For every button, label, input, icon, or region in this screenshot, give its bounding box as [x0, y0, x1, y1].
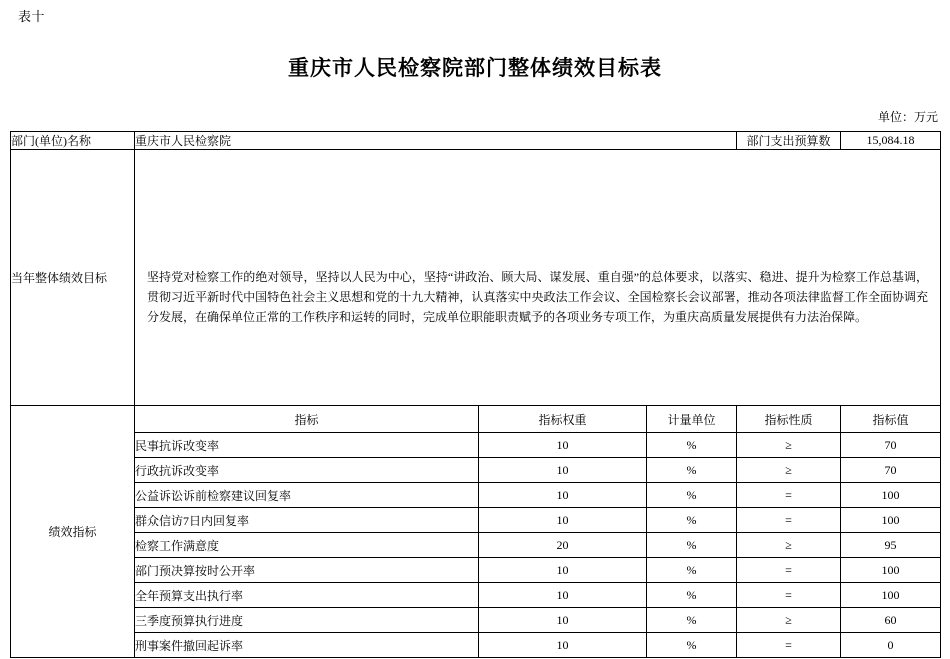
indicator-header-unit: 计量单位 [647, 406, 737, 433]
indicator-unit: % [647, 633, 737, 658]
indicator-nature: ≥ [737, 433, 841, 458]
table-row [11, 508, 941, 533]
indicator-value: 100 [841, 508, 941, 533]
goal-label: 当年整体绩效目标 [11, 150, 135, 406]
indicator-nature: ≥ [737, 458, 841, 483]
performance-goal-table [10, 131, 941, 658]
indicator-value: 100 [841, 583, 941, 608]
indicator-name: 全年预算支出执行率 [135, 583, 479, 608]
indicator-name: 三季度预算执行进度 [135, 608, 479, 633]
indicator-nature: = [737, 508, 841, 533]
indicator-unit: % [647, 533, 737, 558]
indicator-value: 70 [841, 458, 941, 483]
indicator-unit: % [647, 608, 737, 633]
indicator-nature: = [737, 483, 841, 508]
indicator-weight: 10 [479, 633, 647, 658]
goal-text: 坚持党对检察工作的绝对领导，坚持以人民为中心，坚持“讲政治、顾大局、谋发展、重自强”的总体要求，以落实、稳进、提升为检察工作总基调，贯彻习近平新时代中国特色社会主义思想和党的十九大精神，认真落实中央政法工作会议、全国检察长会议部署，推动各项法律监督工作全面协调充分发展，在确保单位正常的工作秩序和运转的同时，完成单位职能职责赋予的各项业务专项工作，为重庆高质量发展提供有力法治保障。 [147, 270, 929, 324]
indicator-unit: % [647, 558, 737, 583]
page-title: 重庆市人民检察院部门整体绩效目标表 [288, 56, 662, 80]
sheet-label: 表十 [18, 9, 46, 24]
indicator-header-value: 指标值 [841, 406, 941, 433]
indicator-unit: % [647, 458, 737, 483]
indicator-unit: % [647, 483, 737, 508]
table-row [11, 458, 941, 483]
table-row [11, 583, 941, 608]
indicator-name: 民事抗诉改变率 [135, 433, 479, 458]
indicator-name: 群众信访7日内回复率 [135, 508, 479, 533]
indicator-nature: ≥ [737, 608, 841, 633]
budget-label: 部门支出预算数 [737, 132, 841, 150]
indicator-weight: 10 [479, 483, 647, 508]
indicator-unit: % [647, 583, 737, 608]
table-row [11, 633, 941, 658]
table-row [11, 558, 941, 583]
indicator-name: 行政抗诉改变率 [135, 458, 479, 483]
indicator-header-name: 指标 [135, 406, 479, 433]
indicator-name: 刑事案件撤回起诉率 [135, 633, 479, 658]
table-row [11, 608, 941, 633]
goal-cell [135, 150, 941, 406]
indicator-value: 100 [841, 483, 941, 508]
indicator-name: 部门预决算按时公开率 [135, 558, 479, 583]
table-row-goal [11, 150, 941, 406]
unit-note: 单位：万元 [877, 110, 938, 124]
table-row [11, 533, 941, 558]
indicator-weight: 10 [479, 433, 647, 458]
table-row [11, 483, 941, 508]
indicator-weight: 10 [479, 608, 647, 633]
indicator-weight: 10 [479, 558, 647, 583]
indicator-header-weight: 指标权重 [479, 406, 647, 433]
indicator-value: 0 [841, 633, 941, 658]
indicator-weight: 10 [479, 458, 647, 483]
table-row-department [11, 132, 941, 150]
indicator-value: 70 [841, 433, 941, 458]
indicator-value: 100 [841, 558, 941, 583]
indicator-header-row [11, 406, 941, 433]
indicator-name: 公益诉讼诉前检察建议回复率 [135, 483, 479, 508]
indicator-name: 检察工作满意度 [135, 533, 479, 558]
department-label: 部门(单位)名称 [11, 132, 135, 150]
indicator-nature: ≥ [737, 533, 841, 558]
indicator-nature: = [737, 558, 841, 583]
department-name: 重庆市人民检察院 [135, 132, 737, 150]
indicator-unit: % [647, 508, 737, 533]
indicator-nature: = [737, 583, 841, 608]
indicator-nature: = [737, 633, 841, 658]
indicator-value: 60 [841, 608, 941, 633]
indicator-unit: % [647, 433, 737, 458]
indicator-weight: 20 [479, 533, 647, 558]
indicator-header-nature: 指标性质 [737, 406, 841, 433]
indicator-section-label: 绩效指标 [11, 406, 135, 658]
indicator-weight: 10 [479, 583, 647, 608]
table-row [11, 433, 941, 458]
budget-value: 15,084.18 [841, 132, 941, 150]
indicator-weight: 10 [479, 508, 647, 533]
indicator-value: 95 [841, 533, 941, 558]
